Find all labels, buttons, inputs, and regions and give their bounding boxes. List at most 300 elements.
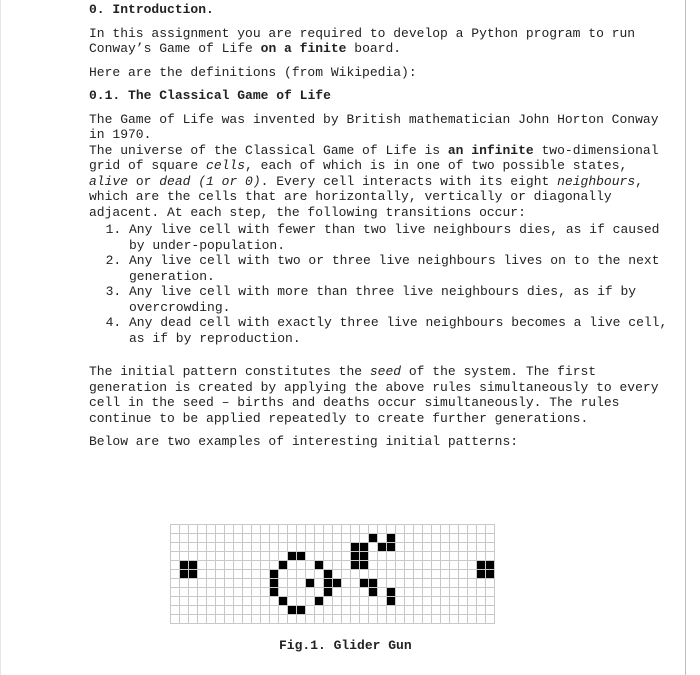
grid-cell — [333, 597, 342, 606]
grid-cell — [315, 525, 324, 534]
grid-cell — [468, 552, 477, 561]
grid-cell — [216, 606, 225, 615]
grid-cell — [198, 615, 207, 624]
grid-cell — [315, 606, 324, 615]
grid-cell — [432, 597, 441, 606]
grid-cell — [216, 597, 225, 606]
grid-cell — [198, 525, 207, 534]
grid-cell — [279, 525, 288, 534]
grid-cell — [261, 570, 270, 579]
grid-cell — [189, 615, 198, 624]
grid-cell — [351, 597, 360, 606]
grid-cell — [486, 552, 495, 561]
grid-cell — [297, 597, 306, 606]
grid-cell — [441, 543, 450, 552]
grid-cell — [216, 525, 225, 534]
grid-cell — [387, 570, 396, 579]
grid-cell — [405, 534, 414, 543]
grid-cell — [270, 525, 279, 534]
live-cell — [324, 588, 333, 597]
grid-cell — [270, 534, 279, 543]
grid-cell — [450, 615, 459, 624]
grid-cell — [486, 597, 495, 606]
grid-cell — [396, 570, 405, 579]
grid-cell — [423, 543, 432, 552]
live-cell — [279, 561, 288, 570]
grid-cell — [486, 579, 495, 588]
grid-cell — [396, 552, 405, 561]
grid-cell — [459, 525, 468, 534]
grid-cell — [441, 597, 450, 606]
live-cell — [180, 561, 189, 570]
grid-cell — [180, 579, 189, 588]
grid-cell — [288, 534, 297, 543]
grid-cell — [342, 561, 351, 570]
grid-cell — [315, 588, 324, 597]
grid-cell — [342, 525, 351, 534]
grid-cell — [342, 579, 351, 588]
live-cell — [387, 588, 396, 597]
grid-cell — [306, 561, 315, 570]
live-cell — [477, 570, 486, 579]
grid-cell — [405, 525, 414, 534]
grid-cell — [243, 615, 252, 624]
grid-cell — [207, 579, 216, 588]
grid-cell — [252, 543, 261, 552]
subsection-number: 0.1. — [89, 88, 121, 103]
grid-cell — [459, 597, 468, 606]
grid-cell — [450, 543, 459, 552]
grid-cell — [261, 597, 270, 606]
grid-cell — [459, 543, 468, 552]
grid-cell — [225, 552, 234, 561]
grid-cell — [216, 561, 225, 570]
grid-cell — [261, 543, 270, 552]
grid-cell — [396, 606, 405, 615]
grid-cell — [414, 579, 423, 588]
grid-cell — [270, 561, 279, 570]
grid-cell — [459, 579, 468, 588]
grid-cell — [414, 570, 423, 579]
grid-cell — [297, 615, 306, 624]
grid-cell — [207, 543, 216, 552]
subsection-title: The Classical Game of Life — [128, 88, 331, 103]
grid-cell — [270, 552, 279, 561]
grid-cell — [171, 534, 180, 543]
grid-cell — [405, 543, 414, 552]
grid-cell — [486, 525, 495, 534]
grid-cell — [234, 597, 243, 606]
live-cell — [288, 606, 297, 615]
section-heading — [89, 2, 669, 18]
grid-cell — [315, 552, 324, 561]
grid-cell — [252, 552, 261, 561]
grid-cell — [243, 570, 252, 579]
grid-cell — [252, 561, 261, 570]
live-cell — [324, 570, 333, 579]
grid-cell — [207, 561, 216, 570]
grid-cell — [198, 534, 207, 543]
grid-cell — [333, 615, 342, 624]
grid-cell — [252, 615, 261, 624]
grid-cell — [234, 579, 243, 588]
grid-cell — [261, 552, 270, 561]
grid-cell — [243, 588, 252, 597]
live-cell — [315, 561, 324, 570]
grid-cell — [189, 579, 198, 588]
grid-cell — [171, 615, 180, 624]
grid-cell — [459, 588, 468, 597]
grid-cell — [360, 597, 369, 606]
grid-cell — [351, 579, 360, 588]
grid-cell — [198, 543, 207, 552]
grid-cell — [324, 552, 333, 561]
document-page — [89, 0, 669, 450]
grid-cell — [387, 615, 396, 624]
grid-cell — [369, 570, 378, 579]
grid-cell — [378, 534, 387, 543]
grid-cell — [207, 534, 216, 543]
grid-cell — [378, 552, 387, 561]
grid-cell — [441, 534, 450, 543]
grid-cell — [450, 552, 459, 561]
grid-cell — [216, 570, 225, 579]
grid-cell — [315, 534, 324, 543]
grid-cell — [351, 606, 360, 615]
term-dead: dead (1 or 0) — [159, 173, 261, 189]
grid-cell — [261, 615, 270, 624]
grid-cell — [225, 570, 234, 579]
grid-cell — [288, 570, 297, 579]
grid-cell — [405, 588, 414, 597]
live-cell — [378, 543, 387, 552]
grid-cell — [387, 579, 396, 588]
grid-cell — [306, 588, 315, 597]
grid-cell — [333, 552, 342, 561]
grid-cell — [468, 570, 477, 579]
grid-cell — [270, 606, 279, 615]
grid-cell — [396, 534, 405, 543]
grid-cell — [432, 561, 441, 570]
grid-cell — [324, 543, 333, 552]
grid-cell — [333, 525, 342, 534]
grid-cell — [459, 606, 468, 615]
grid-cell — [369, 615, 378, 624]
grid-cell — [387, 525, 396, 534]
live-cell — [297, 606, 306, 615]
grid-cell — [180, 588, 189, 597]
grid-cell — [207, 552, 216, 561]
grid-cell — [207, 570, 216, 579]
grid-cell — [441, 588, 450, 597]
grid-cell — [306, 534, 315, 543]
intro-text: In this assignment you are required to develop a Python program to run Conway’s Game of Life — [89, 25, 636, 56]
grid-cell — [261, 534, 270, 543]
grid-cell — [243, 525, 252, 534]
rule-item: 3. Any live cell with more than three live neighbours dies, as if by overcrowding. — [129, 284, 669, 315]
grid-cell — [171, 525, 180, 534]
grid-cell — [306, 606, 315, 615]
grid-cell — [324, 615, 333, 624]
grid-cell — [225, 534, 234, 543]
rules-list — [89, 222, 669, 346]
grid-cell — [477, 534, 486, 543]
grid-cell — [459, 561, 468, 570]
subsection-heading — [89, 88, 669, 104]
grid-cell — [216, 534, 225, 543]
grid-cell — [225, 579, 234, 588]
grid-cell — [180, 606, 189, 615]
grid-cell — [450, 597, 459, 606]
grid-cell — [459, 570, 468, 579]
grid-cell — [207, 597, 216, 606]
grid-cell — [450, 525, 459, 534]
grid-cell — [234, 552, 243, 561]
grid-cell — [180, 615, 189, 624]
grid-cell — [450, 570, 459, 579]
grid-cell — [252, 588, 261, 597]
grid-cell — [279, 588, 288, 597]
grid-cell — [468, 579, 477, 588]
grid-cell — [297, 579, 306, 588]
universe-text-6: , which are the cells that are horizontally, vertically or diagonally adjacent. At each step, the following transitions occur: — [89, 173, 643, 220]
grid-cell — [180, 552, 189, 561]
grid-cell — [423, 552, 432, 561]
grid-cell — [477, 552, 486, 561]
universe-text-3: , each of which is in one of two possible states, — [245, 158, 628, 173]
grid-cell — [252, 525, 261, 534]
grid-cell — [252, 579, 261, 588]
grid-cell — [234, 525, 243, 534]
live-cell — [360, 543, 369, 552]
term-neighbours: neighbours — [557, 173, 636, 189]
grid-cell — [333, 606, 342, 615]
grid-cell — [324, 597, 333, 606]
grid-cell — [288, 561, 297, 570]
grid-cell — [198, 579, 207, 588]
grid-cell — [414, 525, 423, 534]
grid-cell — [405, 552, 414, 561]
live-cell — [486, 570, 495, 579]
grid-cell — [414, 543, 423, 552]
live-cell — [360, 552, 369, 561]
grid-cell — [234, 588, 243, 597]
grid-cell — [423, 597, 432, 606]
grid-cell — [333, 543, 342, 552]
grid-cell — [477, 597, 486, 606]
grid-cell — [234, 606, 243, 615]
grid-cell — [297, 561, 306, 570]
seed-text-2: of the system. The first generation is created by applying the above rules simultaneously to every cell in the seed – births and deaths occur simultaneously. The rules continue to be applied repeatedly to create further generations. — [89, 364, 659, 426]
live-cell — [279, 597, 288, 606]
grid-cell — [405, 561, 414, 570]
grid-cell — [252, 570, 261, 579]
grid-cell — [459, 534, 468, 543]
grid-cell — [252, 606, 261, 615]
grid-cell — [414, 552, 423, 561]
grid-cell — [189, 543, 198, 552]
grid-cell — [225, 525, 234, 534]
grid-cell — [216, 579, 225, 588]
page-left-border — [0, 0, 1, 675]
grid-cell — [414, 606, 423, 615]
grid-cell — [198, 552, 207, 561]
grid-cell — [171, 588, 180, 597]
grid-cell — [288, 615, 297, 624]
grid-cell — [396, 525, 405, 534]
grid-cell — [432, 570, 441, 579]
live-cell — [369, 534, 378, 543]
grid-cell — [243, 597, 252, 606]
grid-cell — [342, 570, 351, 579]
grid-cell — [360, 606, 369, 615]
live-cell — [288, 552, 297, 561]
live-cell — [189, 561, 198, 570]
grid-cell — [243, 534, 252, 543]
grid-cell — [324, 561, 333, 570]
grid-cell — [396, 588, 405, 597]
grid-cell — [225, 606, 234, 615]
grid-cell — [378, 597, 387, 606]
grid-cell — [459, 552, 468, 561]
grid-cell — [351, 570, 360, 579]
grid-cell — [342, 534, 351, 543]
grid-cell — [234, 543, 243, 552]
grid-cell — [468, 543, 477, 552]
grid-cell — [306, 597, 315, 606]
grid-cell — [414, 615, 423, 624]
grid-cell — [288, 597, 297, 606]
grid-cell — [243, 561, 252, 570]
live-cell — [270, 570, 279, 579]
grid-cell — [189, 534, 198, 543]
grid-cell — [198, 597, 207, 606]
grid-cell — [432, 588, 441, 597]
grid-cell — [423, 579, 432, 588]
grid-cell — [423, 615, 432, 624]
grid-cell — [468, 534, 477, 543]
universe-text-2: two-dimensional grid of square — [89, 142, 659, 173]
grid-cell — [441, 552, 450, 561]
figure-caption: Fig.1. Glider Gun — [279, 638, 412, 653]
grid-cell — [387, 561, 396, 570]
history-paragraph: The Game of Life was invented by British mathematician John Horton Conway in 1970. — [89, 111, 659, 142]
term-cells: cells — [206, 158, 246, 173]
grid-cell — [360, 588, 369, 597]
grid-cell — [450, 579, 459, 588]
term-seed: seed — [369, 364, 402, 379]
grid-cell — [369, 525, 378, 534]
grid-cell — [198, 561, 207, 570]
grid-cell — [288, 525, 297, 534]
grid-cell — [360, 525, 369, 534]
live-cell — [351, 543, 360, 552]
grid-cell — [171, 579, 180, 588]
grid-cell — [468, 615, 477, 624]
grid-cell — [360, 615, 369, 624]
grid-cell — [477, 606, 486, 615]
grid-cell — [180, 543, 189, 552]
grid-cell — [432, 606, 441, 615]
grid-cell — [468, 597, 477, 606]
universe-paragraph — [89, 143, 669, 221]
grid-cell — [450, 606, 459, 615]
grid-cell — [468, 525, 477, 534]
grid-cell — [342, 606, 351, 615]
section-number: 0. — [89, 2, 105, 17]
grid-cell — [297, 543, 306, 552]
live-cell — [387, 597, 396, 606]
grid-cell — [198, 570, 207, 579]
grid-cell — [342, 615, 351, 624]
rule-item: 1. Any live cell with fewer than two live neighbours dies, as if caused by under-population. — [129, 222, 669, 253]
universe-text-4: or — [128, 173, 160, 189]
intro-paragraph — [89, 26, 669, 57]
grid-cell — [477, 525, 486, 534]
grid-cell — [450, 561, 459, 570]
grid-cell — [486, 615, 495, 624]
grid-cell — [423, 588, 432, 597]
live-cell — [486, 561, 495, 570]
examples-line: Below are two examples of interesting initial patterns: — [89, 434, 519, 449]
universe-bold: an infinite — [447, 142, 534, 158]
grid-cell — [441, 570, 450, 579]
grid-cell — [486, 543, 495, 552]
grid-cell — [432, 543, 441, 552]
grid-cell — [414, 534, 423, 543]
intro-bold: on a finite — [260, 41, 347, 56]
grid-cell — [261, 606, 270, 615]
grid-cell — [234, 534, 243, 543]
grid-cell — [180, 597, 189, 606]
grid-cell — [261, 525, 270, 534]
grid-cell — [441, 606, 450, 615]
grid-cell — [333, 534, 342, 543]
grid-cell — [279, 570, 288, 579]
grid-cell — [279, 579, 288, 588]
grid-cell — [423, 570, 432, 579]
grid-cell — [387, 606, 396, 615]
grid-cell — [369, 606, 378, 615]
live-cell — [306, 579, 315, 588]
grid-cell — [252, 534, 261, 543]
grid-cell — [225, 561, 234, 570]
grid-cell — [261, 579, 270, 588]
grid-cell — [342, 543, 351, 552]
rule-item: 2. Any live cell with two or three live neighbours lives on to the next generation. — [129, 253, 669, 284]
grid-cell — [180, 525, 189, 534]
grid-cell — [432, 525, 441, 534]
grid-cell — [270, 597, 279, 606]
grid-cell — [207, 588, 216, 597]
grid-cell — [180, 534, 189, 543]
live-cell — [270, 579, 279, 588]
grid-cell — [477, 588, 486, 597]
grid-cell — [306, 570, 315, 579]
seed-paragraph — [89, 364, 669, 426]
grid-cell — [477, 579, 486, 588]
grid-cell — [396, 579, 405, 588]
grid-cell — [396, 597, 405, 606]
grid-cell — [279, 615, 288, 624]
grid-cell — [171, 570, 180, 579]
grid-cell — [189, 552, 198, 561]
grid-cell — [432, 615, 441, 624]
grid-cell — [297, 570, 306, 579]
grid-cell — [405, 597, 414, 606]
grid-cell — [315, 543, 324, 552]
grid-cell — [360, 534, 369, 543]
